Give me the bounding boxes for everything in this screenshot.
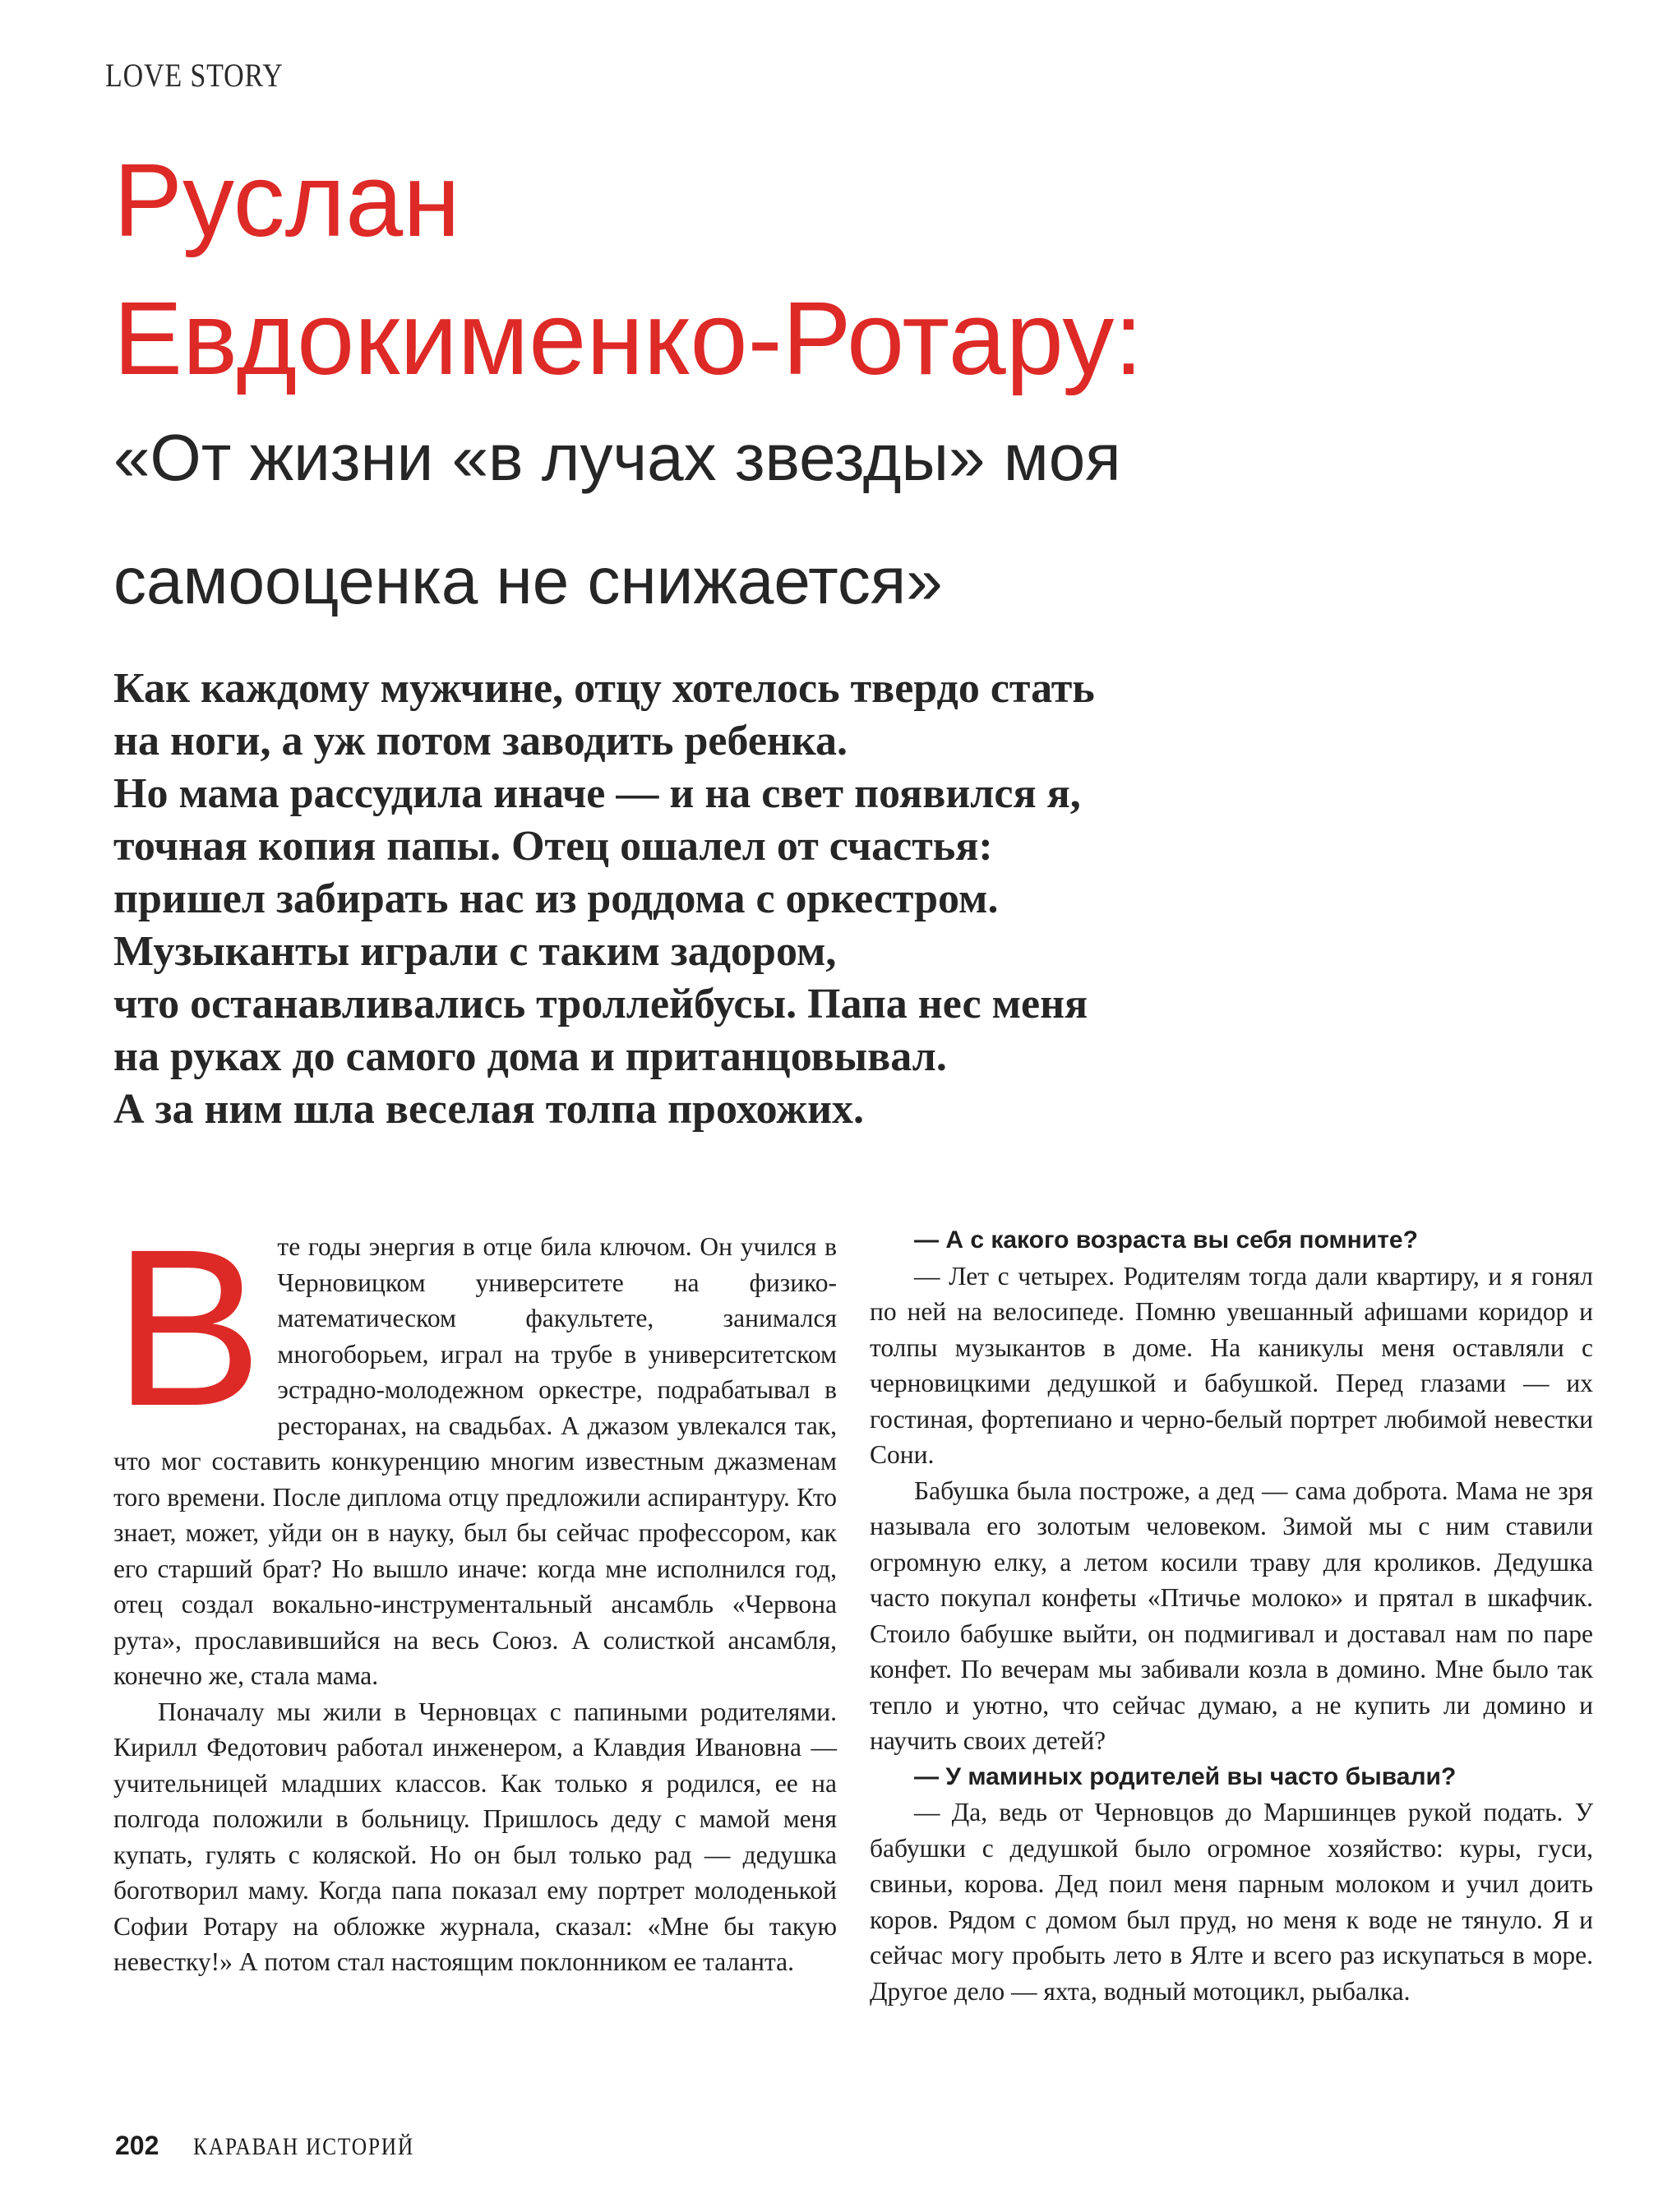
subtitle-line: самооценка не снижается»	[113, 544, 943, 617]
interview-question: — У маминых родителей вы часто бывали?	[914, 1762, 1457, 1790]
lead-line: Как каждому мужчине, отцу хотелось твердо стать	[113, 665, 1095, 712]
page-footer	[115, 2131, 454, 2161]
subtitle-line: «От жизни «в лучах звезды» моя	[113, 421, 1121, 494]
lead-line: пришел забирать нас из роддома с оркестром.	[113, 875, 999, 922]
article-subtitle	[113, 396, 1494, 643]
interview-question: — А с какого возраста вы себя помните?	[914, 1226, 1418, 1254]
body-paragraph	[113, 1203, 837, 1694]
lead-line: Но мама рассудила иначе — и на свет появился я,	[113, 770, 1081, 817]
lead-line: на ноги, а уж потом заводить ребенка.	[113, 718, 848, 764]
section-rubric: LOVE STORY	[105, 57, 284, 94]
paragraph-text: те годы энергия в отце била ключом. Он учился в Черновицком университете на физико-математическом факультете, занимался многоборьем, играл на трубе в университетском эстрадно-молодежном оркестре, подрабатывал в ресторанах, на свадьбах. А джазом увлекался так, что мог составить конкуренцию многим известным джазменам того времени. После диплома отцу предложили аспирантуру. Кто знает, может, уйди он в науку, был бы сейчас профессором, как его старший брат? Но вышло иначе: когда мне исполнился год, отец создал вокально-инструментальный ансамбль «Червона рута», прославившийся на весь Союз. А солисткой ансамбля, конечно же, стала мама.	[113, 1232, 837, 1690]
lead-line: Музыканты играли с таким задором,	[113, 928, 837, 975]
article-title	[113, 132, 1593, 408]
lead-line: А за ним шла веселая толпа прохожих.	[113, 1086, 865, 1133]
article-column-right	[870, 1222, 1593, 2009]
title-line: Евдокименко-Ротару:	[113, 280, 1143, 396]
lead-line: точная копия папы. Отец ошалел от счастья:	[113, 823, 993, 870]
title-line: Руслан	[113, 142, 460, 258]
article-column-left	[113, 1203, 837, 1980]
drop-cap: В	[113, 1203, 263, 1452]
lead-paragraph	[113, 663, 1494, 1136]
lead-line: что останавливались троллейбусы. Папа нес меня	[113, 981, 1088, 1027]
lead-line: на руках до самого дома и пританцовывал.	[113, 1033, 947, 1080]
page-number: 202	[115, 2131, 159, 2160]
interview-answer: — Да, ведь от Черновцов до Маршинцев рукой подать. У бабушки с дедушкой было огромное хозяйство: куры, гуси, свиньи, корова. Дед поил меня парным молоком и учил доить коров. Рядом с домом был пруд, но меня к воде не тянуло. Я и сейчас могу пробыть лето в Ялте и всего раз искупаться в море. Другое дело — яхта, водный мотоцикл, рыбалка.	[870, 1798, 1593, 2006]
body-paragraph: Поначалу мы жили в Черновцах с папиными родителями. Кирилл Федотович работал инженером, а Клавдия Ивановна — учительницей младших классов. Как только я родился, ее на полгода положили в больницу. Пришлось деду с мамой меня купать, гулять с коляской. Но он был только рад — дедушка боготворил маму. Когда папа показал ему портрет молоденькой Софии Ротару на обложке журнала, сказал: «Мне бы такую невестку!» А потом стал настоящим поклонником ее таланта.	[113, 1697, 837, 1976]
body-paragraph: Бабушка была построже, а дед — сама доброта. Мама не зря называла его золотым человеком. Зимой мы с ним ставили огромную елку, а летом косили траву для кроликов. Дедушка часто покупал конфеты «Птичье молоко» и прятал в шкафчик. Стоило бабушке выйти, он подмигивал и доставал нам по паре конфет. По вечерам мы забивали козла в домино. Мне было так тепло и уютно, что сейчас думаю, а не купить ли домино и научить своих детей?	[870, 1475, 1593, 1755]
magazine-name: КАРАВАН ИСТОРИЙ	[193, 2133, 415, 2160]
interview-answer: — Лет с четырех. Родителям тогда дали квартиру, и я гонял по ней на велосипеде. Помню увешанный афишами коридор и толпы музыкантов в доме. На каникулы меня оставляли с черновицкими дедушкой и бабушкой. Перед глазами — их гостиная, фортепиано и черно-белый портрет любимой невестки Сони.	[870, 1261, 1593, 1469]
